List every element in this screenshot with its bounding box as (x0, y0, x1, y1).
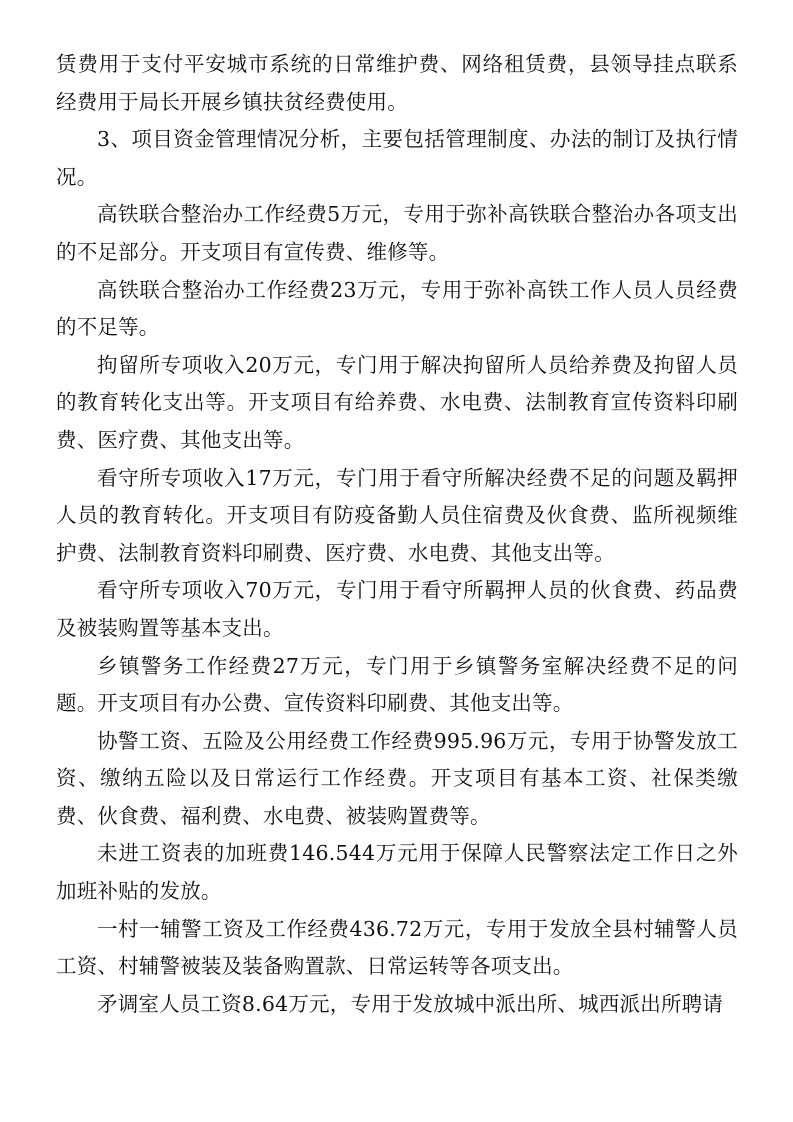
paragraph-3: 高铁联合整治办工作经费5万元，专用于弥补高铁联合整治办各项支出的不足部分。开支项目有宣传费、维修等。 (56, 202, 738, 264)
paragraph-7: 看守所专项收入70万元，专门用于看守所羁押人员的伙食费、药品费及被装购置等基本支出。 (56, 578, 738, 640)
paragraph-4: 高铁联合整治办工作经费23万元，专用于弥补高铁工作人员人员经费的不足等。 (56, 277, 738, 340)
paragraph-2: 3、项目资金管理情况分析，主要包括管理制度、办法的制订及执行情况。 (56, 127, 738, 189)
paragraph-10: 未进工资表的加班费146.544万元用于保障人民警察法定工作日之外加班补贴的发放。 (56, 841, 738, 904)
paragraph-8: 乡镇警务工作经费27万元，专门用于乡镇警务室解决经费不足的问题。开支项目有办公费、宣传资料印刷费、其他支出等。 (56, 653, 738, 716)
paragraph-9: 协警工资、五险及公用经费工作经费995.96万元，专用于协警发放工资、缴纳五险以及日常运行工作经费。开支项目有基本工资、社保类缴费、伙食费、福利费、水电费、被装购置费等。 (56, 728, 738, 828)
paragraph-11: 一村一辅警工资及工作经费436.72万元，专用于发放全县村辅警人员工资、村辅警被装及装备购置款、日常运转等各项支出。 (56, 916, 738, 979)
document-page (56, 46, 738, 1023)
paragraph-6: 看守所专项收入17万元，专门用于看守所解决经费不足的问题及羁押人员的教育转化。开支项目有防疫备勤人员住宿费及伙食费、监所视频维护费、法制教育资料印刷费、医疗费、水电费、其他支出等。 (56, 465, 738, 565)
paragraph-12: 矛调室人员工资8.64万元，专用于发放城中派出所、城西派出所聘请 (97, 991, 724, 1016)
paragraph-1: 赁费用于支付平安城市系统的日常维护费、网络租赁费，县领导挂点联系经费用于局长开展乡镇扶贫经费使用。 (56, 52, 738, 114)
paragraph-5: 拘留所专项收入20万元，专门用于解决拘留所人员给养费及拘留人员的教育转化支出等。开支项目有给养费、水电费、法制教育宣传资料印刷费、医疗费、其他支出等。 (56, 352, 738, 452)
